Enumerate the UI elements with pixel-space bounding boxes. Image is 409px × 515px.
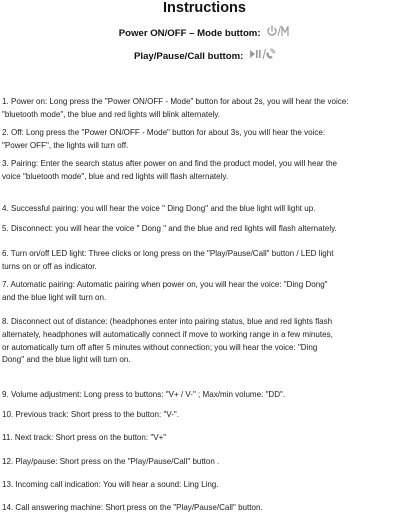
- page-title: Instructions: [163, 0, 246, 16]
- list-item: 2. Off: Long press the "Power ON/OFF - Mode" button for about 3s, you will hear the voice: "Power OFF", the lights will turn off.: [2, 128, 326, 150]
- list-item: 6. Turn on/off LED light: Three clicks or long press on the "Play/Pause/Call" button / LED light turns on or off as indicator.: [2, 249, 334, 271]
- list-item: 11. Next track: Short press on the button: "V+": [2, 433, 167, 442]
- list-item: 4. Successful pairing: you will hear the voice " Ding Dong" and the blue light will light up.: [2, 204, 316, 213]
- play-pause-phone-icon: [249, 48, 275, 60]
- power-mode-button-line: [0, 27, 409, 41]
- power-mode-label: Power ON/OFF – Mode buttom:: [118, 28, 261, 39]
- list-item: 14. Call answering machine: Short press on the "Play/Pause/Call" button.: [2, 503, 263, 512]
- list-item: 3. Pairing: Enter the search status after power on and find the product model, you will hear the voice "bluetooth mode", blue and red lights will flash alternately.: [2, 159, 338, 181]
- list-item: 5. Disconnect: you will hear the voice " Dong " and the blue and red lights will flash alternately.: [2, 224, 337, 233]
- list-item: 1. Power on: Long press the "Power ON/OFF - Mode" button for about 2s, you will hear the voice: "bluetooth mode", the blue and red lights will blink alternately.: [2, 97, 349, 119]
- list-item: 7. Automatic pairing: Automatic pairing when power on, you will hear the voice: "Ding Dong" and the blue light will turn on.: [2, 280, 328, 302]
- list-item: 12. Play/pause: Short press on the "Play/Pause/Call" button .: [2, 457, 220, 466]
- play-pause-call-label: Play/Pause/Call buttom:: [134, 51, 244, 62]
- list-item: 10. Previous track: Short press to the button: "V-".: [2, 410, 180, 419]
- power-m-icon: [266, 25, 290, 37]
- list-item: 9. Volume adjustment: Long press to buttons: "V+ / V-" ; Max/min volume: "DD".: [2, 390, 286, 399]
- list-item: 13. Incoming call indication: You will hear a sound: Ling Ling.: [2, 480, 219, 489]
- list-item: 8. Disconnect out of distance: (headphones enter into pairing status, blue and red lights flash alternately, headphones will automatically connect if move to working range in a few minutes, or automatically turn off after 5 minutes without connection; you will hear the voice: "Ding Dong" and the blue light will turn on.: [2, 317, 333, 365]
- play-pause-call-button-line: [0, 50, 409, 64]
